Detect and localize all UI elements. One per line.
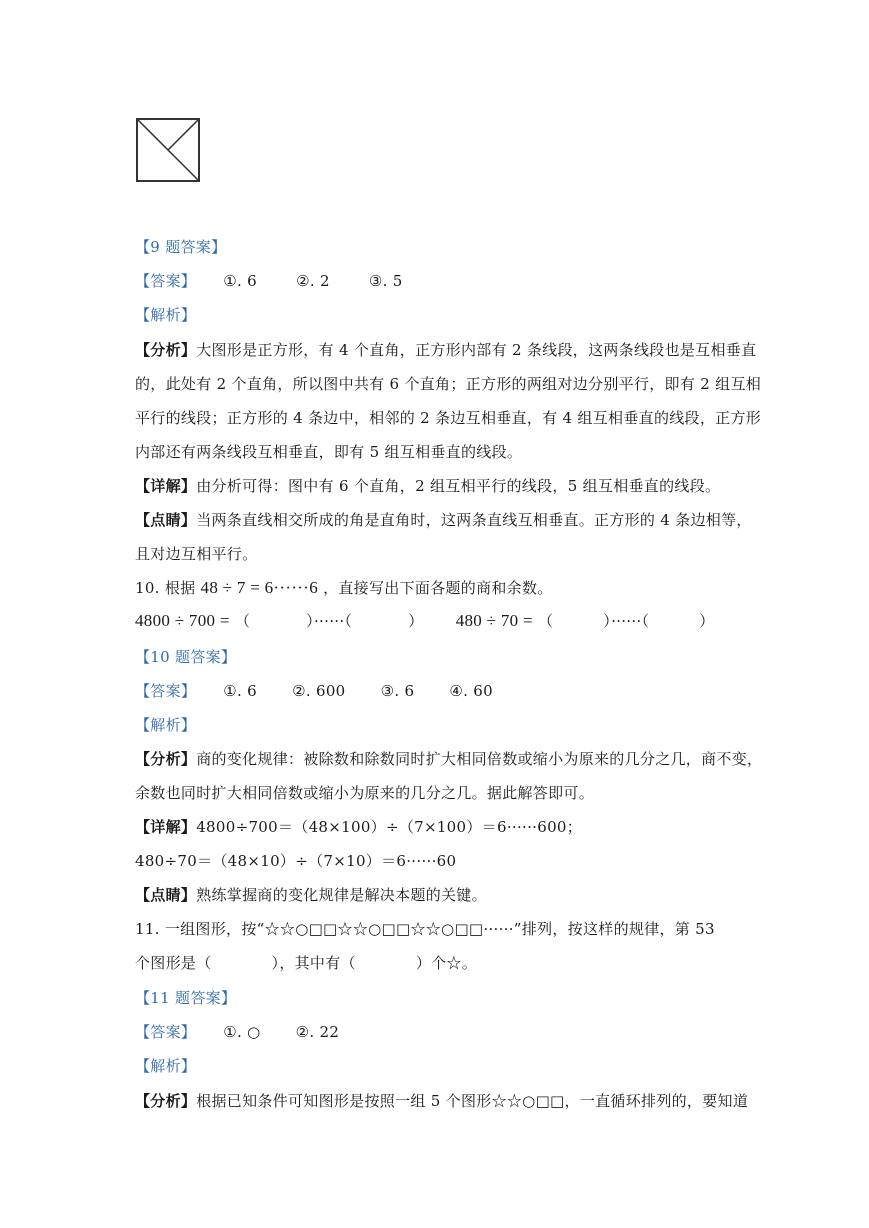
q11-answer-header: 【11 题答案】 xyxy=(135,989,237,1007)
q9-xiangjie-label: 【详解】 xyxy=(135,477,197,495)
q10-answer-4: ④. 60 xyxy=(449,682,493,700)
q10-fenxi-line-2: 余数也同时扩大相同倍数或缩小为原来的几分之几。据此解答即可。 xyxy=(135,784,595,802)
q9-answer-2: ②. 2 xyxy=(296,272,330,290)
q10-xiangjie-label: 【详解】 xyxy=(135,818,197,836)
q11-stem-line-1: 11. 一组图形，按“☆☆○□□☆☆○□□☆☆○□□······”排列，按这样的规律，第 53 xyxy=(135,920,715,938)
q10-stem-math: 48 ÷ 7 = 6······6 xyxy=(200,578,318,597)
q9-answer-header: 【9 题答案】 xyxy=(135,238,227,256)
q10-xiangjie-text-1: 4800÷700＝（48×100）÷（7×100）＝6······600； xyxy=(196,818,583,836)
q11-fenxi-text: 根据已知条件可知图形是按照一组 5 个图形☆☆○□□，一直循环排列的，要知道 xyxy=(196,1092,749,1110)
q10-xiangjie-line-1 xyxy=(135,817,582,837)
q10-paren-open-1: （ xyxy=(234,612,251,630)
q10-paren-close-4: ） xyxy=(699,612,715,630)
q9-answer-1: ①. 6 xyxy=(223,272,258,290)
q11-stem-part-b: ），其中有（ xyxy=(271,954,356,972)
q9-dianjing-line-2: 且对边互相平行。 xyxy=(135,545,258,563)
q10-paren-close-1: ） xyxy=(306,612,314,630)
q9-dianjing-label: 【点睛】 xyxy=(135,511,197,529)
q10-stem xyxy=(135,578,553,598)
q10-paren-open-4: （ xyxy=(641,612,650,630)
q10-paren-close-2: ） xyxy=(408,612,424,630)
q9-fenxi-text-1: 大图形是正方形，有 4 个直角，正方形内部有 2 条线段，这两条线段也是互相垂直 xyxy=(196,341,757,359)
q10-answer-2: ②. 600 xyxy=(292,682,346,700)
q10-fenxi-line-1 xyxy=(135,749,762,769)
q9-xiangjie-text: 由分析可得：图中有 6 个直角，2 组互相平行的线段，5 组互相垂直的线段。 xyxy=(196,477,721,495)
q11-analysis-label: 【解析】 xyxy=(135,1057,197,1075)
q9-answer-3: ③. 5 xyxy=(368,272,403,290)
q10-paren-open-2: （ xyxy=(344,612,353,630)
q9-fenxi-line-1 xyxy=(135,340,756,360)
q10-dianjing-text: 熟练掌握商的变化规律是解决本题的关键。 xyxy=(196,886,487,904)
q10-answer-header: 【10 题答案】 xyxy=(135,648,237,666)
q11-answer-2: ②. 22 xyxy=(295,1023,340,1041)
q11-answer-row xyxy=(135,1022,339,1042)
q9-analysis-label: 【解析】 xyxy=(135,306,197,324)
q10-stem-prefix: 10. 根据 xyxy=(135,579,196,597)
q10-fenxi-label: 【分析】 xyxy=(135,750,197,768)
q11-stem-line-2 xyxy=(135,953,477,973)
q10-paren-open-3: （ xyxy=(537,612,554,630)
q11-stem-part-a: 个图形是（ xyxy=(135,954,212,972)
q11-fenxi-label: 【分析】 xyxy=(135,1092,197,1110)
q9-fenxi-line-4: 内部还有两条线段互相垂直，即有 5 组互相垂直的线段。 xyxy=(135,443,523,461)
q10-xiangjie-line-2: 480÷70＝（48×10）÷（7×10）＝6······60 xyxy=(135,852,457,870)
q9-dianjing-text-1: 当两条直线相交所成的角是直角时，这两条直线互相垂直。正方形的 4 条边相等， xyxy=(196,511,752,529)
q10-dots-1: ······ xyxy=(313,612,345,630)
q10-expr-1: 4800 ÷ 700 = xyxy=(135,611,230,630)
q10-paren-close-3: ） xyxy=(603,612,612,630)
q9-answer-row xyxy=(135,271,403,291)
q11-answer-label: 【答案】 xyxy=(135,1023,197,1041)
q10-stem-suffix: ，直接写出下面各题的商和余数。 xyxy=(323,579,553,597)
q10-answer-1: ①. 6 xyxy=(223,682,258,700)
q10-analysis-label: 【解析】 xyxy=(135,716,197,734)
q11-answer-1: ①. ○ xyxy=(223,1023,261,1041)
q9-fenxi-line-3: 平行的线段；正方形的 4 条边中，相邻的 2 条边互相垂直，有 4 组互相垂直的线段，正方形 xyxy=(135,409,762,427)
q10-answer-3: ③. 6 xyxy=(380,682,415,700)
q10-expressions-row xyxy=(135,611,715,631)
q10-expr-2: 480 ÷ 70 = xyxy=(455,611,533,630)
q10-answer-label: 【答案】 xyxy=(135,682,197,700)
q10-answer-row xyxy=(135,681,493,701)
q11-fenxi-line xyxy=(135,1091,748,1111)
q9-fenxi-line-2: 的，此处有 2 个直角，所以图中共有 6 个直角；正方形的两组对边分别平行，即有 2 组互相 xyxy=(135,375,762,393)
q9-dianjing-line-1 xyxy=(135,510,752,530)
q9-fenxi-label: 【分析】 xyxy=(135,341,197,359)
q10-dianjing-line xyxy=(135,885,487,905)
square-figure xyxy=(135,117,201,183)
q10-fenxi-text-1: 商的变化规律：被除数和除数同时扩大相同倍数或缩小为原来的几分之几，商不变， xyxy=(196,750,763,768)
q9-xiangjie-line xyxy=(135,476,720,496)
q11-stem-part-c: ）个☆。 xyxy=(415,954,478,972)
q10-dots-2: ······ xyxy=(611,612,642,630)
q9-answer-label: 【答案】 xyxy=(135,272,197,290)
q10-dianjing-label: 【点睛】 xyxy=(135,886,197,904)
perpendicular-segment xyxy=(168,119,199,150)
